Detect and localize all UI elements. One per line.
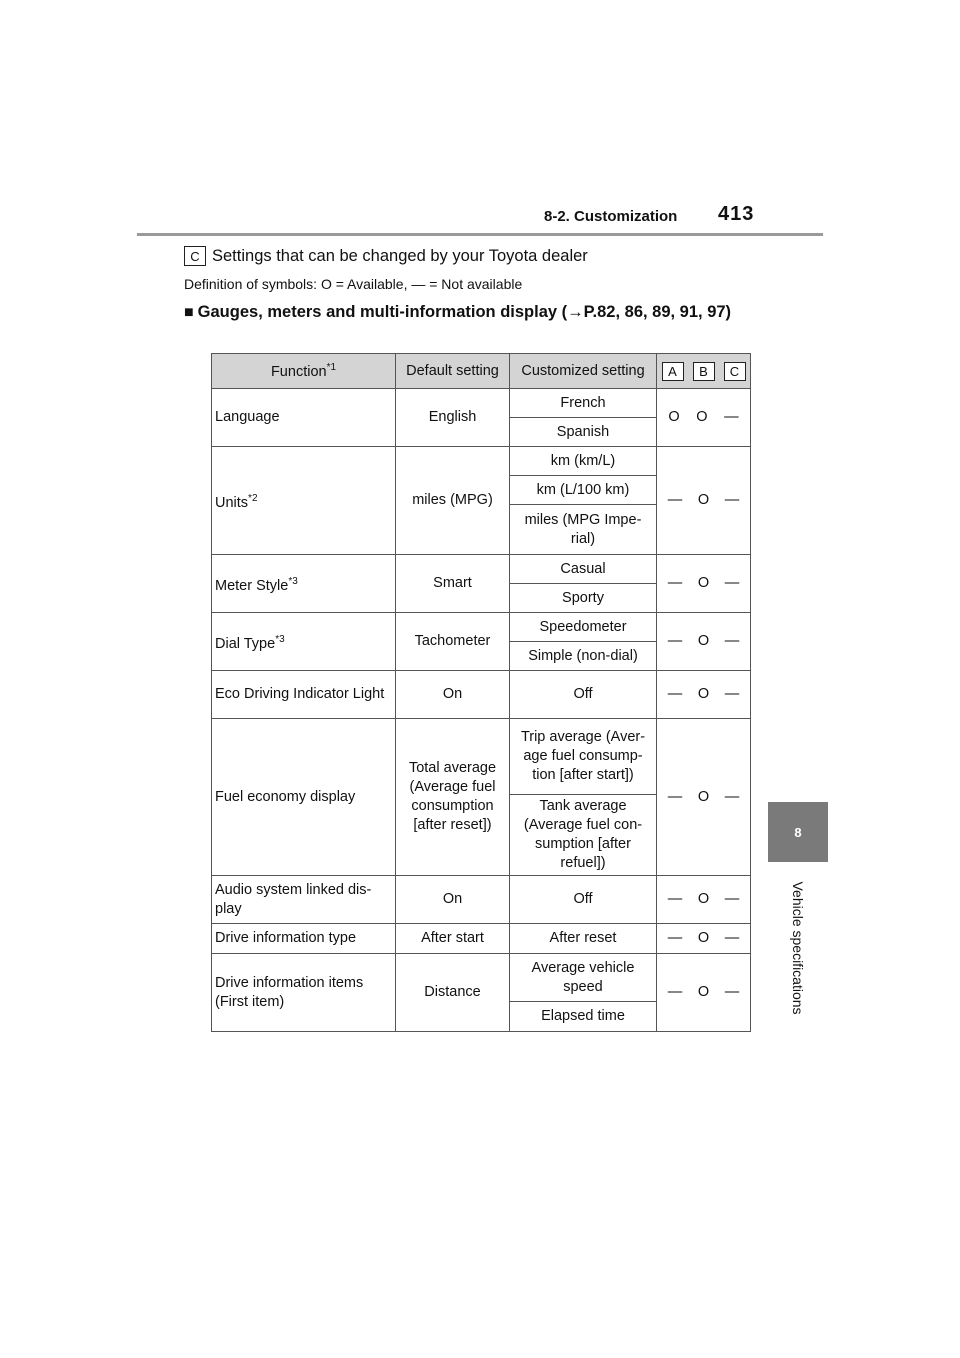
intro-text: Settings that can be changed by your Toyota dealer — [212, 246, 588, 265]
header-divider — [137, 233, 823, 236]
customized-setting-cell: After reset — [510, 924, 657, 954]
intro-line — [184, 246, 588, 266]
availability-cell — [657, 447, 751, 555]
header-function: Function$^{*1}$ — [212, 354, 396, 389]
table-row — [212, 924, 751, 954]
section-heading: ■ Gauges, meters and multi-information display (→P.82, 86, 89, 91, 97) — [184, 303, 732, 321]
availability-c: — — [724, 930, 740, 946]
default-setting-cell: On — [396, 876, 510, 924]
availability-b: O — [697, 984, 710, 1000]
customized-setting-cell: Elapsed time — [510, 1002, 657, 1032]
table-row — [212, 671, 751, 719]
symbol-definitions: Definition of symbols: O = Available, — = Not available — [184, 276, 523, 292]
customized-setting-cell: Spanish — [510, 418, 657, 447]
table-row — [212, 954, 751, 1002]
table-row — [212, 389, 751, 418]
default-setting-cell: Smart — [396, 555, 510, 613]
availability-cell — [657, 719, 751, 876]
customization-table — [211, 353, 751, 1032]
arrow-icon: → — [567, 303, 584, 321]
table-row — [212, 719, 751, 795]
customized-setting-cell: km (L/100 km) — [510, 476, 657, 505]
availability-b: O — [697, 930, 710, 946]
page-number: 413 — [718, 203, 755, 225]
header-abc — [657, 354, 751, 389]
availability-a: — — [667, 930, 683, 946]
availability-b: O — [697, 492, 710, 508]
availability-b: O — [697, 891, 710, 907]
customized-setting-cell: Tank average (Average fuel con-sumption [after refuel]) — [510, 795, 657, 876]
customized-setting-cell: French — [510, 389, 657, 418]
availability-c: — — [724, 984, 740, 1000]
column-c-marker: C — [184, 246, 206, 266]
availability-cell — [657, 389, 751, 447]
header-customized: Customized setting — [510, 354, 657, 389]
default-setting-cell: Distance — [396, 954, 510, 1032]
function-cell: Fuel economy display — [212, 719, 396, 876]
header-default: Default setting — [396, 354, 510, 389]
customized-setting-cell: Off — [510, 876, 657, 924]
availability-c: — — [724, 788, 740, 805]
customized-setting-cell: Sporty — [510, 584, 657, 613]
default-setting-cell: Tachometer — [396, 613, 510, 671]
default-setting-cell: English — [396, 389, 510, 447]
availability-cell — [657, 613, 751, 671]
availability-b: O — [697, 575, 710, 591]
section-title: 8-2. Customization — [544, 208, 678, 225]
customized-setting-cell: Off — [510, 671, 657, 719]
availability-b: O — [697, 788, 710, 805]
availability-b: O — [696, 409, 708, 425]
availability-b: O — [697, 633, 710, 649]
availability-a: — — [667, 686, 683, 702]
chapter-tab[interactable]: 8 — [768, 802, 828, 862]
function-cell: Language — [212, 389, 396, 447]
availability-a: — — [667, 984, 683, 1000]
function-cell: Units$^{*2}$ — [212, 447, 396, 555]
availability-a: — — [667, 788, 683, 805]
customized-setting-cell: Speedometer — [510, 613, 657, 642]
availability-cell — [657, 954, 751, 1032]
function-cell: Meter Style$^{*3}$ — [212, 555, 396, 613]
function-cell: Audio system linked dis-play — [212, 876, 396, 924]
customized-setting-cell: miles (MPG Impe-rial) — [510, 505, 657, 555]
availability-cell — [657, 671, 751, 719]
column-b-marker: B — [693, 362, 715, 381]
column-c-header-marker: C — [724, 362, 746, 381]
function-cell: Dial Type$^{*3}$ — [212, 613, 396, 671]
function-cell: Drive information type — [212, 924, 396, 954]
customized-setting-cell: Trip average (Aver-age fuel consump-tion [after start]) — [510, 719, 657, 795]
availability-a: — — [667, 492, 683, 508]
page-reference[interactable]: P.82, 86, 89, 91, 97) — [583, 303, 732, 321]
function-cell: Eco Driving Indicator Light — [212, 671, 396, 719]
availability-c: — — [724, 891, 740, 907]
default-setting-cell: Total average (Average fuel consumption [after reset]) — [396, 719, 510, 876]
customized-setting-cell: Simple (non-dial) — [510, 642, 657, 671]
table-row — [212, 447, 751, 476]
default-setting-cell: On — [396, 671, 510, 719]
table-row — [212, 555, 751, 584]
availability-c: — — [724, 633, 740, 649]
customized-setting-cell: Casual — [510, 555, 657, 584]
availability-c: — — [724, 575, 740, 591]
availability-c: — — [724, 492, 740, 508]
customized-setting-cell: km (km/L) — [510, 447, 657, 476]
table-row — [212, 876, 751, 924]
availability-c: — — [724, 686, 740, 702]
default-setting-cell: miles (MPG) — [396, 447, 510, 555]
availability-cell — [657, 876, 751, 924]
availability-b: O — [697, 686, 710, 702]
availability-a: O — [668, 409, 680, 425]
customized-setting-cell: Average vehicle speed — [510, 954, 657, 1002]
availability-c: — — [724, 409, 739, 425]
availability-cell — [657, 924, 751, 954]
table-header-row — [212, 354, 751, 389]
availability-a: — — [667, 891, 683, 907]
default-setting-cell: After start — [396, 924, 510, 954]
chapter-label: Vehicle specifications — [790, 881, 806, 1015]
availability-a: — — [667, 575, 683, 591]
bullet-square-icon: ■ — [184, 304, 194, 321]
function-cell: Drive information items (First item) — [212, 954, 396, 1032]
availability-a: — — [667, 633, 683, 649]
availability-cell — [657, 555, 751, 613]
column-a-marker: A — [662, 362, 684, 381]
table-row — [212, 613, 751, 642]
